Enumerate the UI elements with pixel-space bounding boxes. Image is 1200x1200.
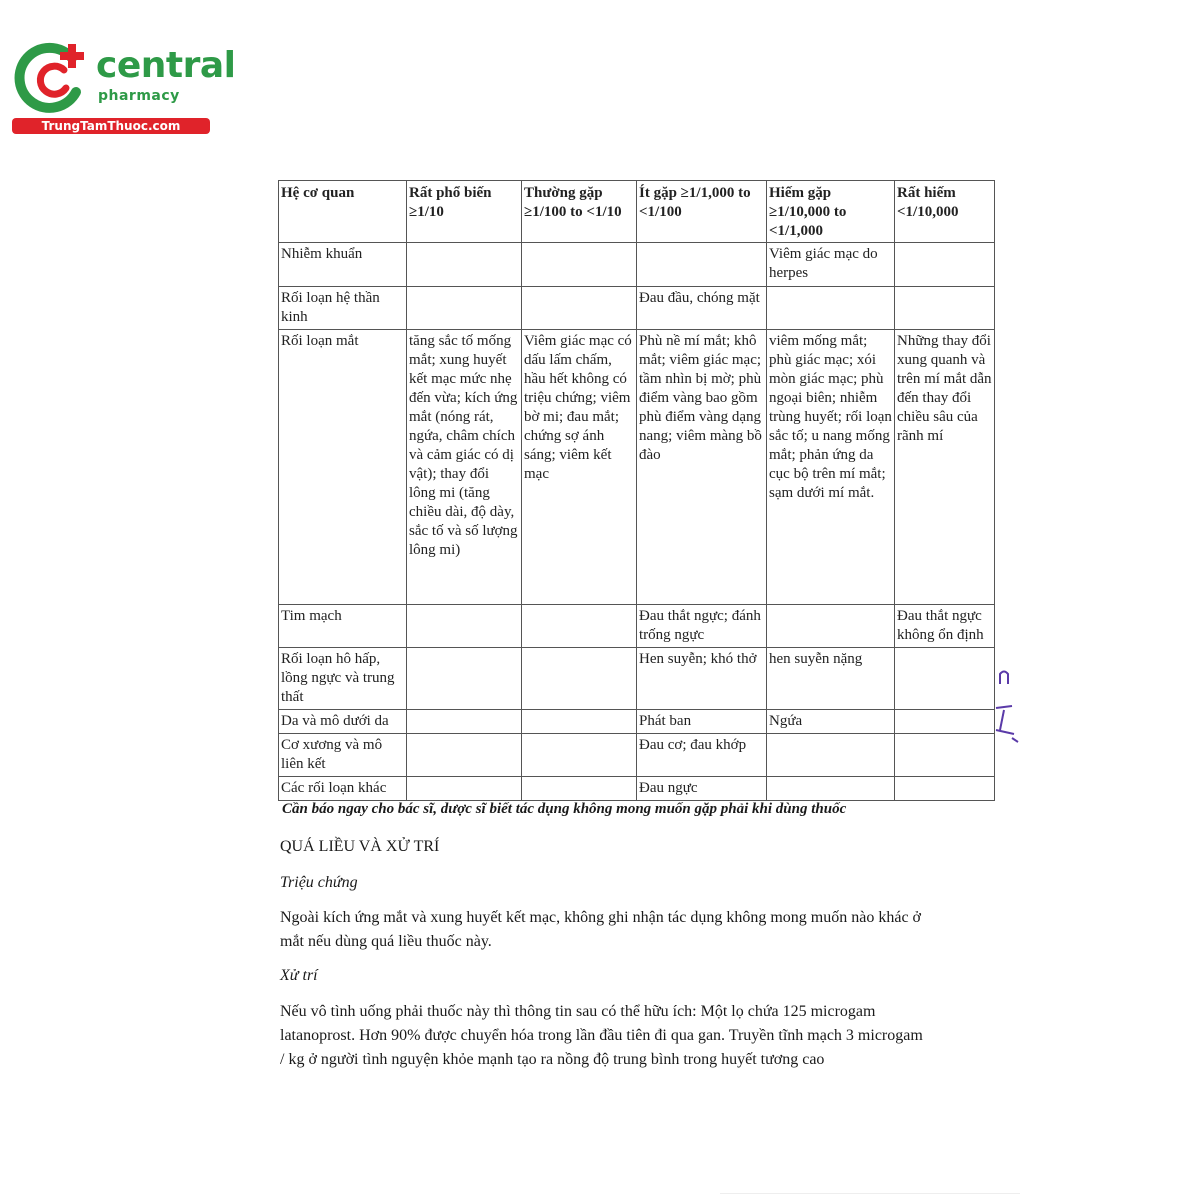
table-row <box>279 605 995 648</box>
table-cell <box>407 648 522 710</box>
table-cell: Ngứa <box>767 710 895 734</box>
table-cell: Phù nề mí mắt; khô mắt; viêm giác mạc; tầm nhìn bị mờ; phù điểm vàng bao gồm phù điểm vàng dạng nang; viêm màng bồ đào <box>637 330 767 605</box>
header-common: Thường gặp ≥1/100 to <1/10 <box>522 181 637 243</box>
header-very-rare: Rất hiếm <1/10,000 <box>895 181 995 243</box>
table-cell <box>895 734 995 777</box>
table-header-row <box>279 181 995 243</box>
table-cell: Nhiễm khuẩn <box>279 243 407 287</box>
table-cell: Đau thắt ngực không ổn định <box>895 605 995 648</box>
table-cell: Hen suyễn; khó thở <box>637 648 767 710</box>
page-divider <box>720 1193 1020 1194</box>
table-cell: Đau thắt ngực; đánh trống ngực <box>637 605 767 648</box>
table-cell <box>895 648 995 710</box>
table-cell: Các rối loạn khác <box>279 777 407 801</box>
treatment-heading: Xử trí <box>280 967 318 984</box>
table-cell: Viêm giác mạc do herpes <box>767 243 895 287</box>
table-row <box>279 287 995 330</box>
treatment-text: Nếu vô tình uống phải thuốc này thì thông tin sau có thể hữu ích: Một lọ chứa 125 microgam latanoprost. Hơn 90% được chuyển hóa trong lần đầu tiên đi qua gan. Truyền tĩnh mạch 3 microgam / kg ở người tình nguyện khỏe mạnh tạo ra nồng độ trung bình trong huyết tương cao <box>280 1003 923 1068</box>
table-cell <box>767 734 895 777</box>
table-row <box>279 330 995 605</box>
table-cell: Phát ban <box>637 710 767 734</box>
table-cell <box>407 734 522 777</box>
table-row <box>279 243 995 287</box>
table-cell <box>407 287 522 330</box>
table-cell: Da và mô dưới da <box>279 710 407 734</box>
table-row <box>279 734 995 777</box>
handwritten-mark-icon <box>990 660 1030 750</box>
table-cell: Đau ngực <box>637 777 767 801</box>
brand-subtitle: pharmacy <box>98 88 180 104</box>
table-cell <box>522 287 637 330</box>
header-organ-system: Hệ cơ quan <box>279 181 407 243</box>
symptoms-text: Ngoài kích ứng mắt và xung huyết kết mạc, không ghi nhận tác dụng không mong muốn nào khác ở mắt nếu dùng quá liều thuốc này. <box>280 909 922 950</box>
table-row <box>279 648 995 710</box>
brand-website-banner: TrungTamThuoc.com <box>12 118 210 134</box>
table-cell <box>767 605 895 648</box>
table-cell <box>522 648 637 710</box>
table-cell <box>522 243 637 287</box>
table-cell: Rối loạn mắt <box>279 330 407 605</box>
symptoms-heading: Triệu chứng <box>280 874 358 891</box>
table-cell <box>522 710 637 734</box>
table-cell: viêm mống mắt; phù giác mạc; xói mòn giác mạc; phù ngoại biên; nhiễm trùng huyết; rối loạn sắc tố; u nang mống mắt; phản ứng da cục bộ trên mí mắt; sạm dưới mí mắt. <box>767 330 895 605</box>
table-cell: Rối loạn hô hấp, lồng ngực và trung thất <box>279 648 407 710</box>
table-cell <box>895 710 995 734</box>
table-cell: Viêm giác mạc có dấu lấm chấm, hầu hết không có triệu chứng; viêm bờ mi; đau mắt; chứng sợ ánh sáng; viêm kết mạc <box>522 330 637 605</box>
table-cell <box>767 287 895 330</box>
table-cell: Cơ xương và mô liên kết <box>279 734 407 777</box>
header-very-common: Rất phổ biến ≥1/10 <box>407 181 522 243</box>
header-uncommon: Ít gặp ≥1/1,000 to <1/100 <box>637 181 767 243</box>
table-cell: Rối loạn hệ thần kinh <box>279 287 407 330</box>
table-cell <box>522 734 637 777</box>
adverse-effects-table <box>278 180 995 801</box>
table-cell: Tim mạch <box>279 605 407 648</box>
table-row <box>279 777 995 801</box>
table-cell <box>895 777 995 801</box>
pharmacy-cross-logo-icon <box>10 36 92 118</box>
table-cell: tăng sắc tố mống mắt; xung huyết kết mạc mức nhẹ đến vừa; kích ứng mắt (nóng rát, ngứa, châm chích và cảm giác có dị vật); thay đổi lông mi (tăng chiều dài, độ dày, sắc tố và số lượng lông mi) <box>407 330 522 605</box>
table-cell <box>767 777 895 801</box>
table-cell <box>522 777 637 801</box>
table-cell <box>407 777 522 801</box>
table-cell: Những thay đổi xung quanh và trên mí mắt dẫn đến thay đổi chiều sâu của rãnh mí <box>895 330 995 605</box>
header-rare: Hiếm gặp ≥1/10,000 to <1/1,000 <box>767 181 895 243</box>
table-cell: hen suyễn nặng <box>767 648 895 710</box>
table-row <box>279 710 995 734</box>
table-cell: Đau cơ; đau khớp <box>637 734 767 777</box>
table-cell <box>895 287 995 330</box>
brand-name: central <box>96 45 236 86</box>
warning-note: Cần báo ngay cho bác sĩ, dược sĩ biết tác dụng không mong muốn gặp phải khi dùng thuốc <box>282 801 847 817</box>
overdose-section-title: QUÁ LIỀU VÀ XỬ TRÍ <box>280 838 440 855</box>
table-cell: Đau đầu, chóng mặt <box>637 287 767 330</box>
table-cell <box>407 710 522 734</box>
table-cell <box>637 243 767 287</box>
table-cell <box>407 243 522 287</box>
table-cell <box>895 243 995 287</box>
table-cell <box>407 605 522 648</box>
brand-logo[interactable] <box>10 36 236 136</box>
table-cell <box>522 605 637 648</box>
